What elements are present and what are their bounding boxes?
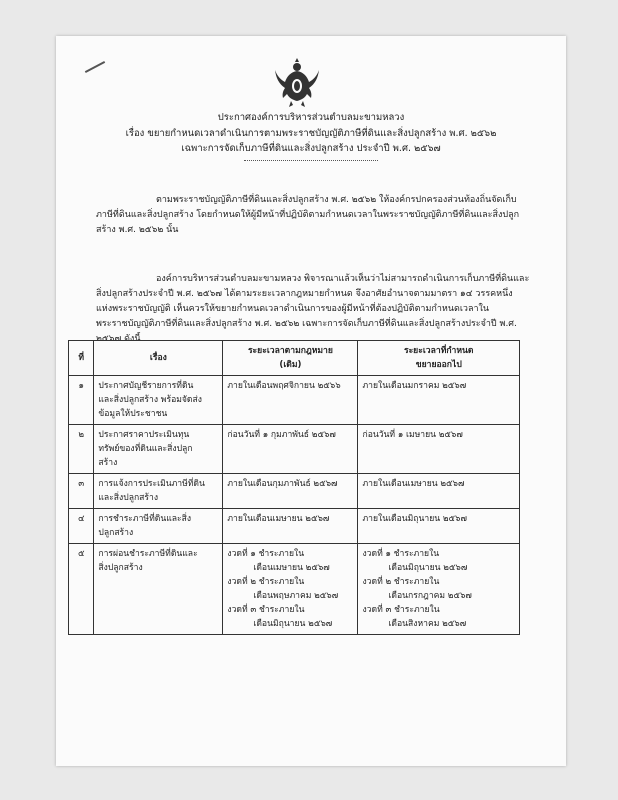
- announcement-subject: เรื่อง ขยายกำหนดเวลาดำเนินการตามพระราชบัญญัติภาษีที่ดินและสิ่งปลูกสร้าง พ.ศ. ๒๕๖๒: [125, 128, 497, 139]
- subject-line: ทรัพย์ของที่ดินและสิ่งปลูก: [98, 444, 193, 454]
- header-old-period: [223, 341, 358, 376]
- installment-month: เดือนเมษายน ๒๕๖๗: [253, 563, 330, 573]
- table-row: [69, 474, 520, 509]
- header-old-line: (เดิม): [279, 360, 302, 370]
- row-subject: [94, 376, 223, 425]
- installment-label: งวดที่ ๒ ชำระภายใน: [227, 577, 305, 587]
- subject-line: สิ่งปลูกสร้าง: [98, 563, 143, 573]
- header-new-period: [358, 341, 520, 376]
- schedule-table: [68, 340, 520, 635]
- installment-label: งวดที่ ๑ ชำระภายใน: [362, 549, 440, 559]
- installment-label: งวดที่ ๑ ชำระภายใน: [227, 549, 305, 559]
- subject-line: สร้าง: [98, 458, 118, 468]
- paragraph-2: [96, 272, 536, 347]
- row-new-period: ภายในเดือนเมษายน ๒๕๖๗: [358, 474, 520, 509]
- row-new-period: ภายในเดือนมิถุนายน ๒๕๖๗: [358, 509, 520, 544]
- header-old-line: ระยะเวลาตามกฎหมาย: [247, 346, 333, 356]
- installment-month: เดือนสิงหาคม ๒๕๖๗: [388, 619, 467, 629]
- paragraph-line: สิ่งปลูกสร้างประจำปี พ.ศ. ๒๕๖๗ ได้ตามระยะเวลากฎหมายกำหนด จึงอาศัยอำนาจตามมาตรา ๑๔ วรรคหนึ่ง: [96, 289, 513, 299]
- row-no: ๒: [69, 425, 94, 474]
- row-subject: [94, 509, 223, 544]
- subject-line: ปลูกสร้าง: [98, 528, 134, 538]
- subject-line: ประกาศบัญชีรายการที่ดิน: [98, 381, 194, 391]
- paragraph-line: แห่งพระราชบัญญัติ เห็นควรให้ขยายกำหนดเวลาดำเนินการของผู้มีหน้าที่ต้องปฏิบัติตามกำหนดเวลาใน: [96, 304, 490, 314]
- table-row: [69, 544, 520, 635]
- row-old-period: ภายในเดือนเมษายน ๒๕๖๗: [223, 509, 358, 544]
- subject-line: การชำระภาษีที่ดินและสิ่ง: [98, 514, 192, 524]
- announcement-scope: เฉพาะการจัดเก็บภาษีที่ดินและสิ่งปลูกสร้าง ประจำปี พ.ศ. ๒๕๖๗: [181, 143, 441, 154]
- subject-line: และสิ่งปลูกสร้าง: [98, 493, 159, 503]
- row-old-period: ภายในเดือนกุมภาพันธ์ ๒๕๖๗: [223, 474, 358, 509]
- garuda-emblem-icon: [273, 58, 321, 108]
- row-new-period: ภายในเดือนมกราคม ๒๕๖๗: [358, 376, 520, 425]
- header-new-line: ระยะเวลาที่กำหนด: [403, 346, 474, 356]
- installment-label: งวดที่ ๒ ชำระภายใน: [362, 577, 440, 587]
- installment-label: งวดที่ ๓ ชำระภายใน: [227, 605, 305, 615]
- row-no: ๔: [69, 509, 94, 544]
- paragraph-line: ๒๕๖๗ ดังนี้: [96, 334, 141, 344]
- document-page: [56, 36, 566, 766]
- row-subject: [94, 474, 223, 509]
- row-no: ๑: [69, 376, 94, 425]
- paragraph-line: พระราชบัญญัติภาษีที่ดินและสิ่งปลูกสร้าง พ.ศ. ๒๕๖๒ เฉพาะการจัดเก็บภาษีที่ดินและสิ่งปลูกสร้างประจำปี พ.ศ.: [96, 319, 517, 329]
- installment-label: งวดที่ ๓ ชำระภายใน: [362, 605, 440, 615]
- announcement-title: ประกาศองค์การบริหารส่วนตำบลมะขามหลวง: [217, 112, 405, 123]
- subject-line: ประกาศราคาประเมินทุน: [98, 430, 190, 440]
- row-subject: [94, 425, 223, 474]
- subject-line: การผ่อนชำระภาษีที่ดินและ: [98, 549, 198, 559]
- subject-line: การแจ้งการประเมินภาษีที่ดิน: [98, 479, 205, 489]
- installment-month: เดือนกรกฎาคม ๒๕๖๗: [388, 591, 472, 601]
- paragraph-line: ตามพระราชบัญญัติภาษีที่ดินและสิ่งปลูกสร้าง พ.ศ. ๒๕๖๒ ให้องค์กรปกครองส่วนท้องถิ่นจัดเก็บ: [156, 195, 517, 205]
- row-new-installments: [358, 544, 520, 635]
- table-row: [69, 376, 520, 425]
- row-no: ๕: [69, 544, 94, 635]
- table-row: [69, 509, 520, 544]
- header-subject: เรื่อง: [94, 341, 223, 376]
- row-old-period: ภายในเดือนพฤศจิกายน ๒๕๖๖: [223, 376, 358, 425]
- table-row: [69, 425, 520, 474]
- row-old-period: ก่อนวันที่ ๑ กุมภาพันธ์ ๒๕๖๗: [223, 425, 358, 474]
- paragraph-line: สร้าง พ.ศ. ๒๕๖๒ นั้น: [96, 225, 179, 235]
- row-subject: [94, 544, 223, 635]
- pen-mark: [85, 61, 105, 73]
- paragraph-1: [96, 193, 536, 238]
- installment-month: เดือนมิถุนายน ๒๕๖๗: [253, 619, 333, 629]
- header-new-line: ขยายออกไป: [415, 360, 462, 370]
- row-old-installments: [223, 544, 358, 635]
- row-no: ๓: [69, 474, 94, 509]
- installment-month: เดือนพฤษภาคม ๒๕๖๗: [253, 591, 339, 601]
- row-new-period: ก่อนวันที่ ๑ เมษายน ๒๕๖๗: [358, 425, 520, 474]
- dotted-divider: [244, 160, 378, 161]
- paragraph-line: ภาษีที่ดินและสิ่งปลูกสร้าง โดยกำหนดให้ผู้มีหน้าที่ปฏิบัติตามกำหนดเวลาในพระราชบัญญัติภาษีที่ดินและสิ่งปลูก: [96, 210, 520, 220]
- table-header-row: [69, 341, 520, 376]
- subject-line: ข้อมูลให้ประชาชน: [98, 409, 168, 419]
- paragraph-line: องค์การบริหารส่วนตำบลมะขามหลวง พิจารณาแล้วเห็นว่าไม่สามารถดำเนินการเก็บภาษีที่ดินและ: [156, 274, 530, 284]
- header-no: ที่: [69, 341, 94, 376]
- installment-month: เดือนมิถุนายน ๒๕๖๗: [388, 563, 468, 573]
- subject-line: และสิ่งปลูกสร้าง พร้อมจัดส่ง: [98, 395, 202, 405]
